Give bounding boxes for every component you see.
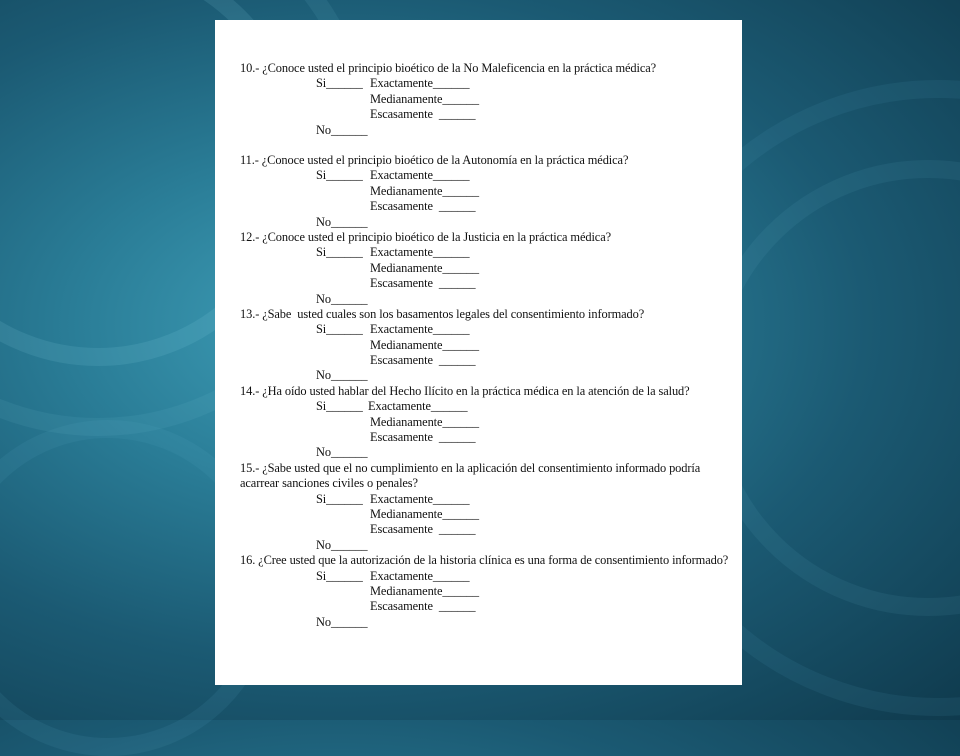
answer-no[interactable]: No______ <box>316 537 368 552</box>
answer-medianamente[interactable]: Medianamente______ <box>370 183 479 198</box>
answer-escasamente[interactable]: Escasamente ______ <box>370 276 476 291</box>
question-12 <box>240 230 732 307</box>
answer-exactamente[interactable]: Exactamente______ <box>368 399 468 414</box>
answer-exactamente[interactable]: Exactamente______ <box>370 76 470 91</box>
answer-si[interactable]: Si______ <box>316 168 363 183</box>
answer-no[interactable]: No______ <box>316 614 368 629</box>
answer-no[interactable]: No______ <box>316 368 368 383</box>
question-16 <box>240 553 732 630</box>
answer-si[interactable]: Si______ <box>316 245 363 260</box>
answer-no[interactable]: No______ <box>316 122 368 137</box>
answer-exactamente[interactable]: Exactamente______ <box>370 168 470 183</box>
answer-escasamente[interactable]: Escasamente ______ <box>370 353 476 368</box>
answer-medianamente[interactable]: Medianamente______ <box>370 337 479 352</box>
answer-escasamente[interactable]: Escasamente ______ <box>370 430 476 445</box>
answer-si[interactable]: Si______ <box>316 322 363 337</box>
answer-no[interactable]: No______ <box>316 291 368 306</box>
answer-si[interactable]: Si______ <box>316 399 363 414</box>
answer-medianamente[interactable]: Medianamente______ <box>370 260 479 275</box>
questionnaire-page <box>215 20 742 685</box>
question-10 <box>240 61 732 138</box>
answer-no[interactable]: No______ <box>316 214 368 229</box>
answer-escasamente[interactable]: Escasamente ______ <box>370 107 476 122</box>
question-text: 12.- ¿Conoce usted el principio bioético de la Justicia en la práctica médica? <box>240 229 611 244</box>
answer-exactamente[interactable]: Exactamente______ <box>370 568 470 583</box>
question-text: 11.- ¿Conoce usted el principio bioético de la Autonomía en la práctica médica? <box>240 152 629 167</box>
answer-exactamente[interactable]: Exactamente______ <box>370 245 470 260</box>
answer-exactamente[interactable]: Exactamente______ <box>370 491 470 506</box>
answer-medianamente[interactable]: Medianamente______ <box>370 507 479 522</box>
answer-exactamente[interactable]: Exactamente______ <box>370 322 470 337</box>
question-text: 16. ¿Cree usted que la autorización de la historia clínica es una forma de consentimiento informado? <box>240 553 729 568</box>
question-15 <box>240 461 732 553</box>
answer-escasamente[interactable]: Escasamente ______ <box>370 199 476 214</box>
answer-medianamente[interactable]: Medianamente______ <box>370 414 479 429</box>
answer-escasamente[interactable]: Escasamente ______ <box>370 599 476 614</box>
question-text: 14.- ¿Ha oído usted hablar del Hecho Ilícito en la práctica médica en la atención de la salud? <box>240 383 690 398</box>
answer-medianamente[interactable]: Medianamente______ <box>370 91 479 106</box>
answer-si[interactable]: Si______ <box>316 491 363 506</box>
answer-no[interactable]: No______ <box>316 445 368 460</box>
question-14 <box>240 384 732 461</box>
answer-medianamente[interactable]: Medianamente______ <box>370 584 479 599</box>
question-text: 13.- ¿Sabe usted cuales son los basamentos legales del consentimiento informado? <box>240 306 645 321</box>
answer-si[interactable]: Si______ <box>316 76 363 91</box>
question-13 <box>240 307 732 384</box>
answer-escasamente[interactable]: Escasamente ______ <box>370 522 476 537</box>
question-text: 15.- ¿Sabe usted que el no cumplimiento en la aplicación del consentimiento informado podría acarrear sanciones civiles o penales? <box>240 460 701 491</box>
question-11 <box>240 153 732 230</box>
answer-si[interactable]: Si______ <box>316 568 363 583</box>
question-text: 10.- ¿Conoce usted el principio bioético de la No Maleficencia en la práctica médica? <box>240 61 657 75</box>
